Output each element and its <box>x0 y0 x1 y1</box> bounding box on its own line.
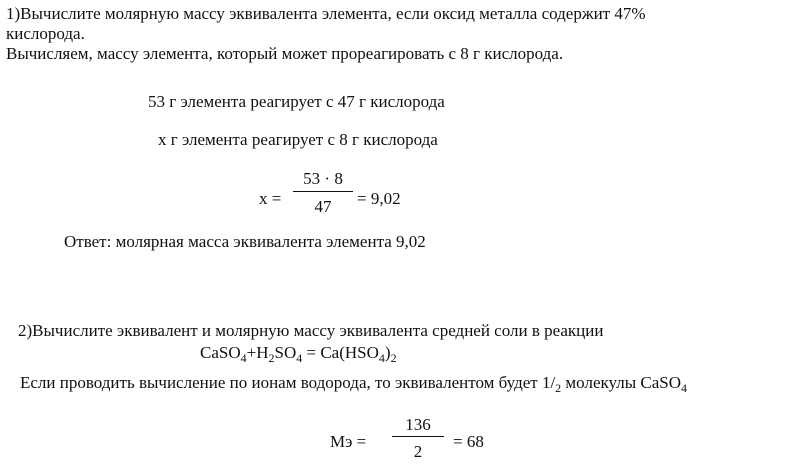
problem2-explanation <box>20 373 688 395</box>
fraction-bar <box>293 191 353 192</box>
formula-x-fraction <box>293 170 353 215</box>
formula-me-numerator: 136 <box>405 415 431 434</box>
explanation-tail: молекулы CaSO <box>561 373 682 392</box>
formula-x-numerator: 53 · 8 <box>303 169 343 188</box>
formula-x-denominator: 47 <box>314 197 332 216</box>
reaction-equation <box>200 343 397 365</box>
formula-x-result: = 9,02 <box>357 189 401 208</box>
reaction-part: ) <box>384 343 391 362</box>
reaction-part: +H <box>246 343 269 362</box>
reaction-part: SO <box>274 343 297 362</box>
problem1-title-line2: кислорода. <box>6 24 85 43</box>
proportion-line1: 53 г элемента реагирует с 47 г кислорода <box>148 92 445 111</box>
reaction-subscript: 4 <box>378 351 385 365</box>
reaction-subscript: 4 <box>296 351 303 365</box>
formula-me-fraction <box>392 416 444 460</box>
reaction-part: CaSO <box>200 343 241 362</box>
formula-x-lhs: x = <box>259 189 282 208</box>
problem1-answer: Ответ: молярная масса эквивалента элемента 9,02 <box>64 232 426 251</box>
proportion-line2: x г элемента реагирует с 8 г кислорода <box>158 130 438 149</box>
reaction-subscript: 2 <box>390 351 397 365</box>
reaction-part: = Ca(HSO <box>302 343 379 362</box>
problem2-title: 2)Вычислите эквивалент и молярную массу эквивалента средней соли в реакции <box>18 321 604 340</box>
formula-me-denominator: 2 <box>413 442 423 461</box>
reaction-subscript: 4 <box>240 351 247 365</box>
explanation-tail-subscript: 4 <box>681 381 688 395</box>
explanation-subscript: 2 <box>555 381 562 395</box>
fraction-bar <box>392 436 444 437</box>
problem1-intro: Вычисляем, массу элемента, который может прореагировать с 8 г кислорода. <box>6 44 564 63</box>
reaction-subscript: 2 <box>268 351 275 365</box>
problem1-title-line1: 1)Вычислите молярную массу эквивалента элемента, если оксид металла содержит 47% <box>6 4 646 23</box>
explanation-text: Если проводить вычисление по ионам водорода, то эквивалентом будет 1/ <box>20 373 556 392</box>
formula-me-lhs: Мэ = <box>330 432 367 451</box>
formula-me-result: = 68 <box>453 432 484 451</box>
